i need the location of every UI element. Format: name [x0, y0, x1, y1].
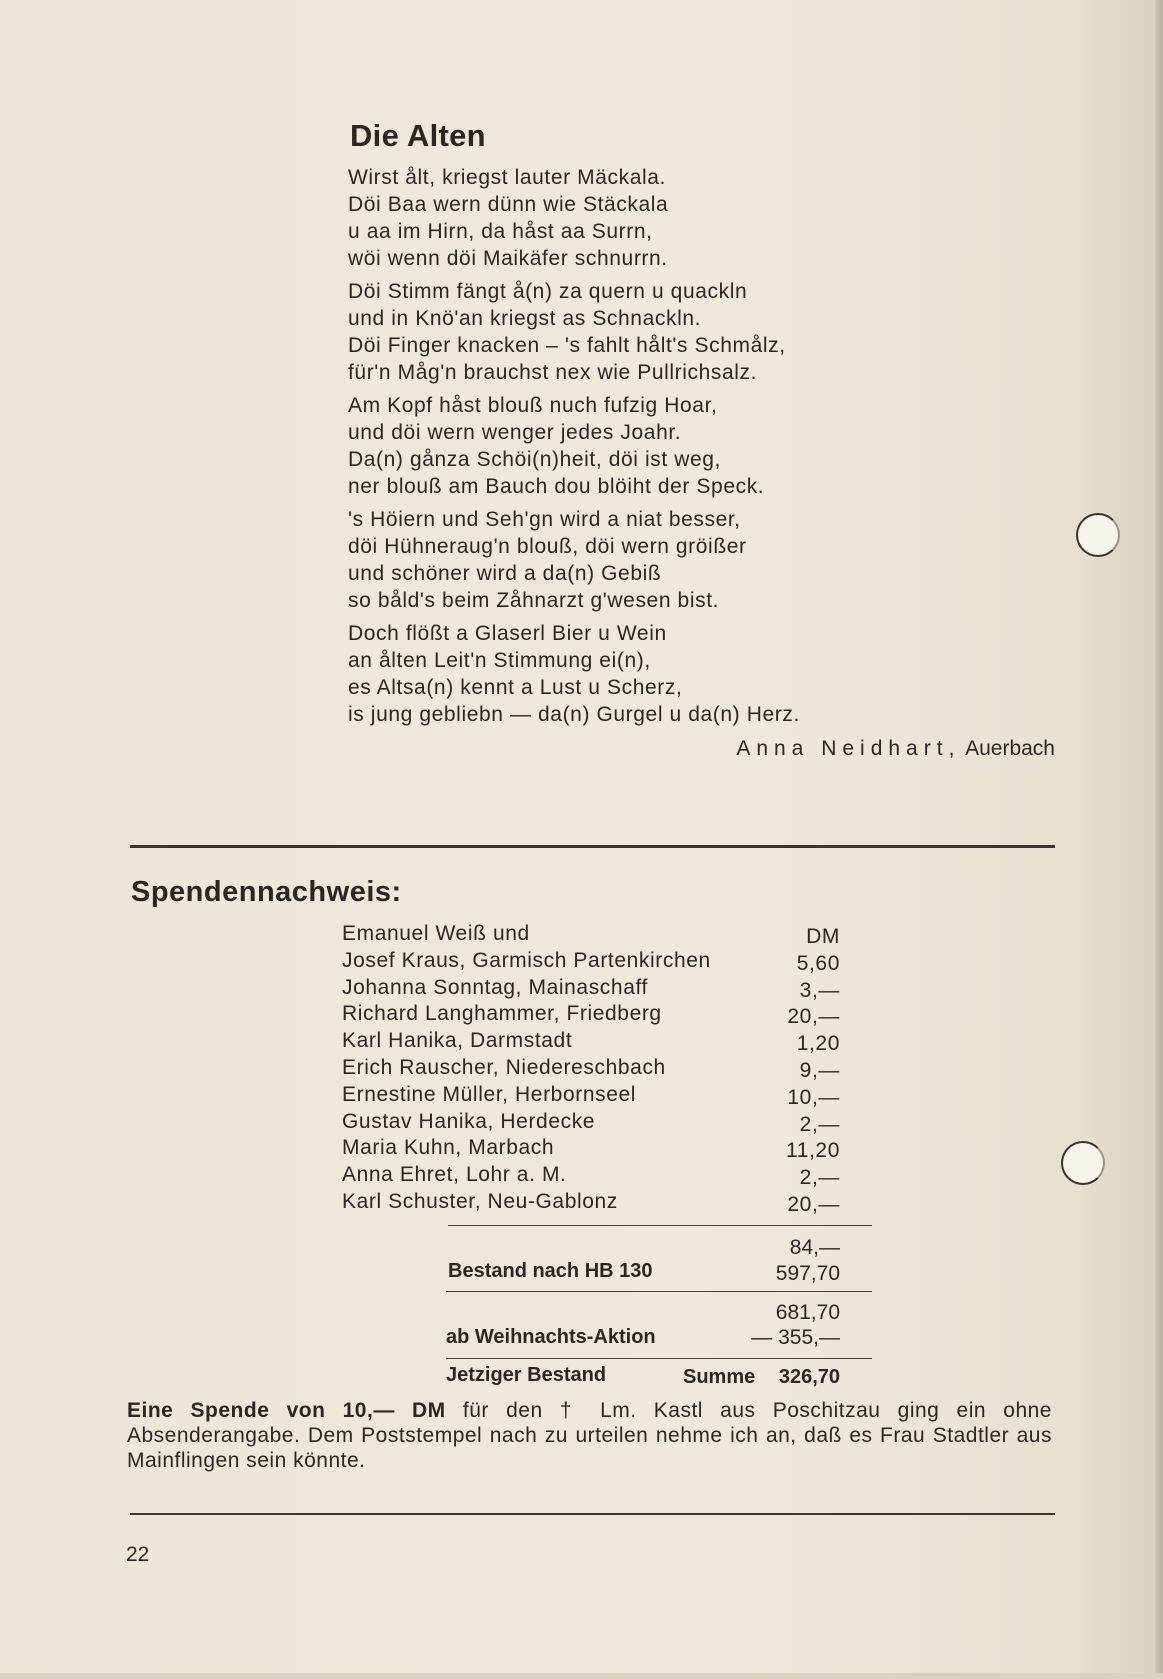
donation-row — [342, 976, 872, 1003]
donation-amount: 20,— — [787, 1005, 840, 1029]
poem-line: und in Knö'an kriegst as Schnackln. — [348, 307, 702, 330]
poem-line: Da(n) gånza Schöi(n)heit, döi ist weg, — [348, 448, 721, 471]
total-value: 681,70 — [775, 1301, 840, 1324]
poem-stanza — [348, 164, 908, 272]
final-line — [446, 1358, 872, 1359]
poem-stanza — [348, 506, 908, 614]
donation-row — [342, 1029, 872, 1056]
punch-hole-icon — [1076, 513, 1120, 557]
donation-amount: 1,20 — [796, 1032, 840, 1056]
summe-value: 326,70 — [778, 1366, 840, 1388]
donation-row — [342, 949, 872, 976]
donation-row — [342, 1163, 872, 1190]
donation-row — [342, 1083, 872, 1110]
donation-amount: 10,— — [787, 1085, 840, 1109]
page-bottom-edge — [0, 1673, 1163, 1679]
bestand-label: Bestand nach HB 130 — [448, 1260, 653, 1282]
donor-name: Josef Kraus, Garmisch Partenkirchen — [342, 948, 711, 972]
donation-amount: 2,— — [799, 1112, 840, 1136]
bottom-divider — [130, 1513, 1055, 1515]
donation-amount: 5,60 — [796, 951, 840, 975]
poem-stanza — [348, 392, 908, 500]
poem-line: und döi wern wenger jedes Joahr. — [348, 421, 682, 444]
poem-stanza — [348, 620, 908, 728]
current-label: Jetziger Bestand — [446, 1364, 607, 1386]
subtotal-value: 84,— — [789, 1236, 840, 1259]
donation-row — [342, 922, 872, 949]
page-number: 22 — [126, 1543, 150, 1566]
donation-amount: DM — [806, 925, 840, 948]
author-name: Anna Neidhart, — [736, 737, 961, 760]
poem-title: Die Alten — [350, 118, 486, 153]
bestand-value: 597,70 — [775, 1262, 840, 1285]
poem-line: is jung gebliebn — da(n) Gurgel u da(n) Herz. — [348, 703, 800, 726]
poem-line: es Altsa(n) kennt a Lust u Scherz, — [348, 676, 683, 699]
poem-line: 's Höiern und Seh'gn wird a niat besser, — [348, 508, 741, 531]
donation-amount: 11,20 — [786, 1139, 840, 1163]
donor-name: Erich Rauscher, Niedereschbach — [342, 1055, 666, 1079]
note-bold: Eine Spende von 10,— DM — [127, 1399, 446, 1422]
donation-row — [342, 1056, 872, 1083]
donor-name: Johanna Sonntag, Mainaschaff — [342, 975, 648, 999]
donation-amount: 9,— — [799, 1058, 840, 1082]
poem-line: Doch flößt a Glaserl Bier u Wein — [348, 622, 667, 645]
summe-label: Summe — [683, 1366, 756, 1388]
total-line — [446, 1291, 872, 1292]
poem-line: für'n Måg'n brauchst nex wie Pullrichsalz. — [348, 361, 758, 384]
poem-author — [736, 737, 1055, 761]
poem-line: Am Kopf håst blouß nuch fufzig Hoar, — [348, 394, 718, 417]
poem-line: Döi Finger knacken – 's fahlt hålt's Schmålz, — [348, 334, 786, 357]
donation-row — [342, 1002, 872, 1029]
poem-line: und schöner wird a da(n) Gebiß — [348, 562, 662, 585]
donor-name: Ernestine Müller, Herbornseel — [342, 1082, 637, 1106]
donation-amount: 2,— — [799, 1166, 840, 1190]
poem-line: u aa im Hirn, da håst aa Surrn, — [348, 220, 653, 243]
donations-title: Spendennachweis: — [131, 876, 402, 908]
donor-name: Anna Ehret, Lohr a. M. — [342, 1163, 567, 1187]
note-text: für den † Lm. Kastl aus Poschitzau ging ein ohne Absenderangabe. Dem Poststempel nach zu urteilen nehme ich an, daß es Frau Stadtler aus Mainflingen sein könnte. — [127, 1399, 1052, 1472]
poem-body — [348, 164, 908, 734]
section-divider — [130, 845, 1055, 848]
poem-line: Wirst ålt, kriegst lauter Mäckala. — [348, 166, 666, 189]
poem-line: ner blouß am Bauch dou blöiht der Speck. — [348, 475, 765, 498]
punch-hole-icon — [1061, 1141, 1105, 1185]
subtotal-line — [448, 1225, 872, 1226]
donation-amount: 3,— — [799, 978, 840, 1002]
author-place: Auerbach — [965, 737, 1055, 760]
donor-name: Maria Kuhn, Marbach — [342, 1136, 555, 1160]
donation-row — [342, 1190, 872, 1217]
poem-line: Döi Baa wern dünn wie Stäckala — [348, 193, 669, 216]
poem-line: Döi Stimm fängt å(n) za quern u quackln — [348, 280, 748, 303]
donation-note — [127, 1398, 1052, 1473]
donor-name: Gustav Hanika, Herdecke — [342, 1109, 596, 1133]
aktion-value: — 355,— — [751, 1326, 840, 1349]
poem-line: wöi wenn döi Maikäfer schnurrn. — [348, 247, 668, 270]
poem-line: an ålten Leit'n Stimmung ei(n), — [348, 649, 651, 672]
page-edge — [1155, 0, 1163, 1679]
donor-name: Karl Hanika, Darmstadt — [342, 1029, 573, 1053]
donation-row — [342, 1110, 872, 1137]
poem-line: döi Hühneraug'n blouß, döi wern gröißer — [348, 535, 747, 558]
donation-list — [342, 922, 872, 1217]
donor-name: Richard Langhammer, Friedberg — [342, 1002, 662, 1026]
aktion-label: ab Weihnachts-Aktion — [446, 1326, 656, 1348]
donation-row — [342, 1136, 872, 1163]
poem-stanza — [348, 278, 908, 386]
donation-amount: 20,— — [787, 1192, 840, 1216]
donor-name: Emanuel Weiß und — [342, 922, 530, 945]
donor-name: Karl Schuster, Neu-Gablonz — [342, 1189, 618, 1213]
poem-line: so båld's beim Zåhnarzt g'wesen bist. — [348, 589, 720, 612]
